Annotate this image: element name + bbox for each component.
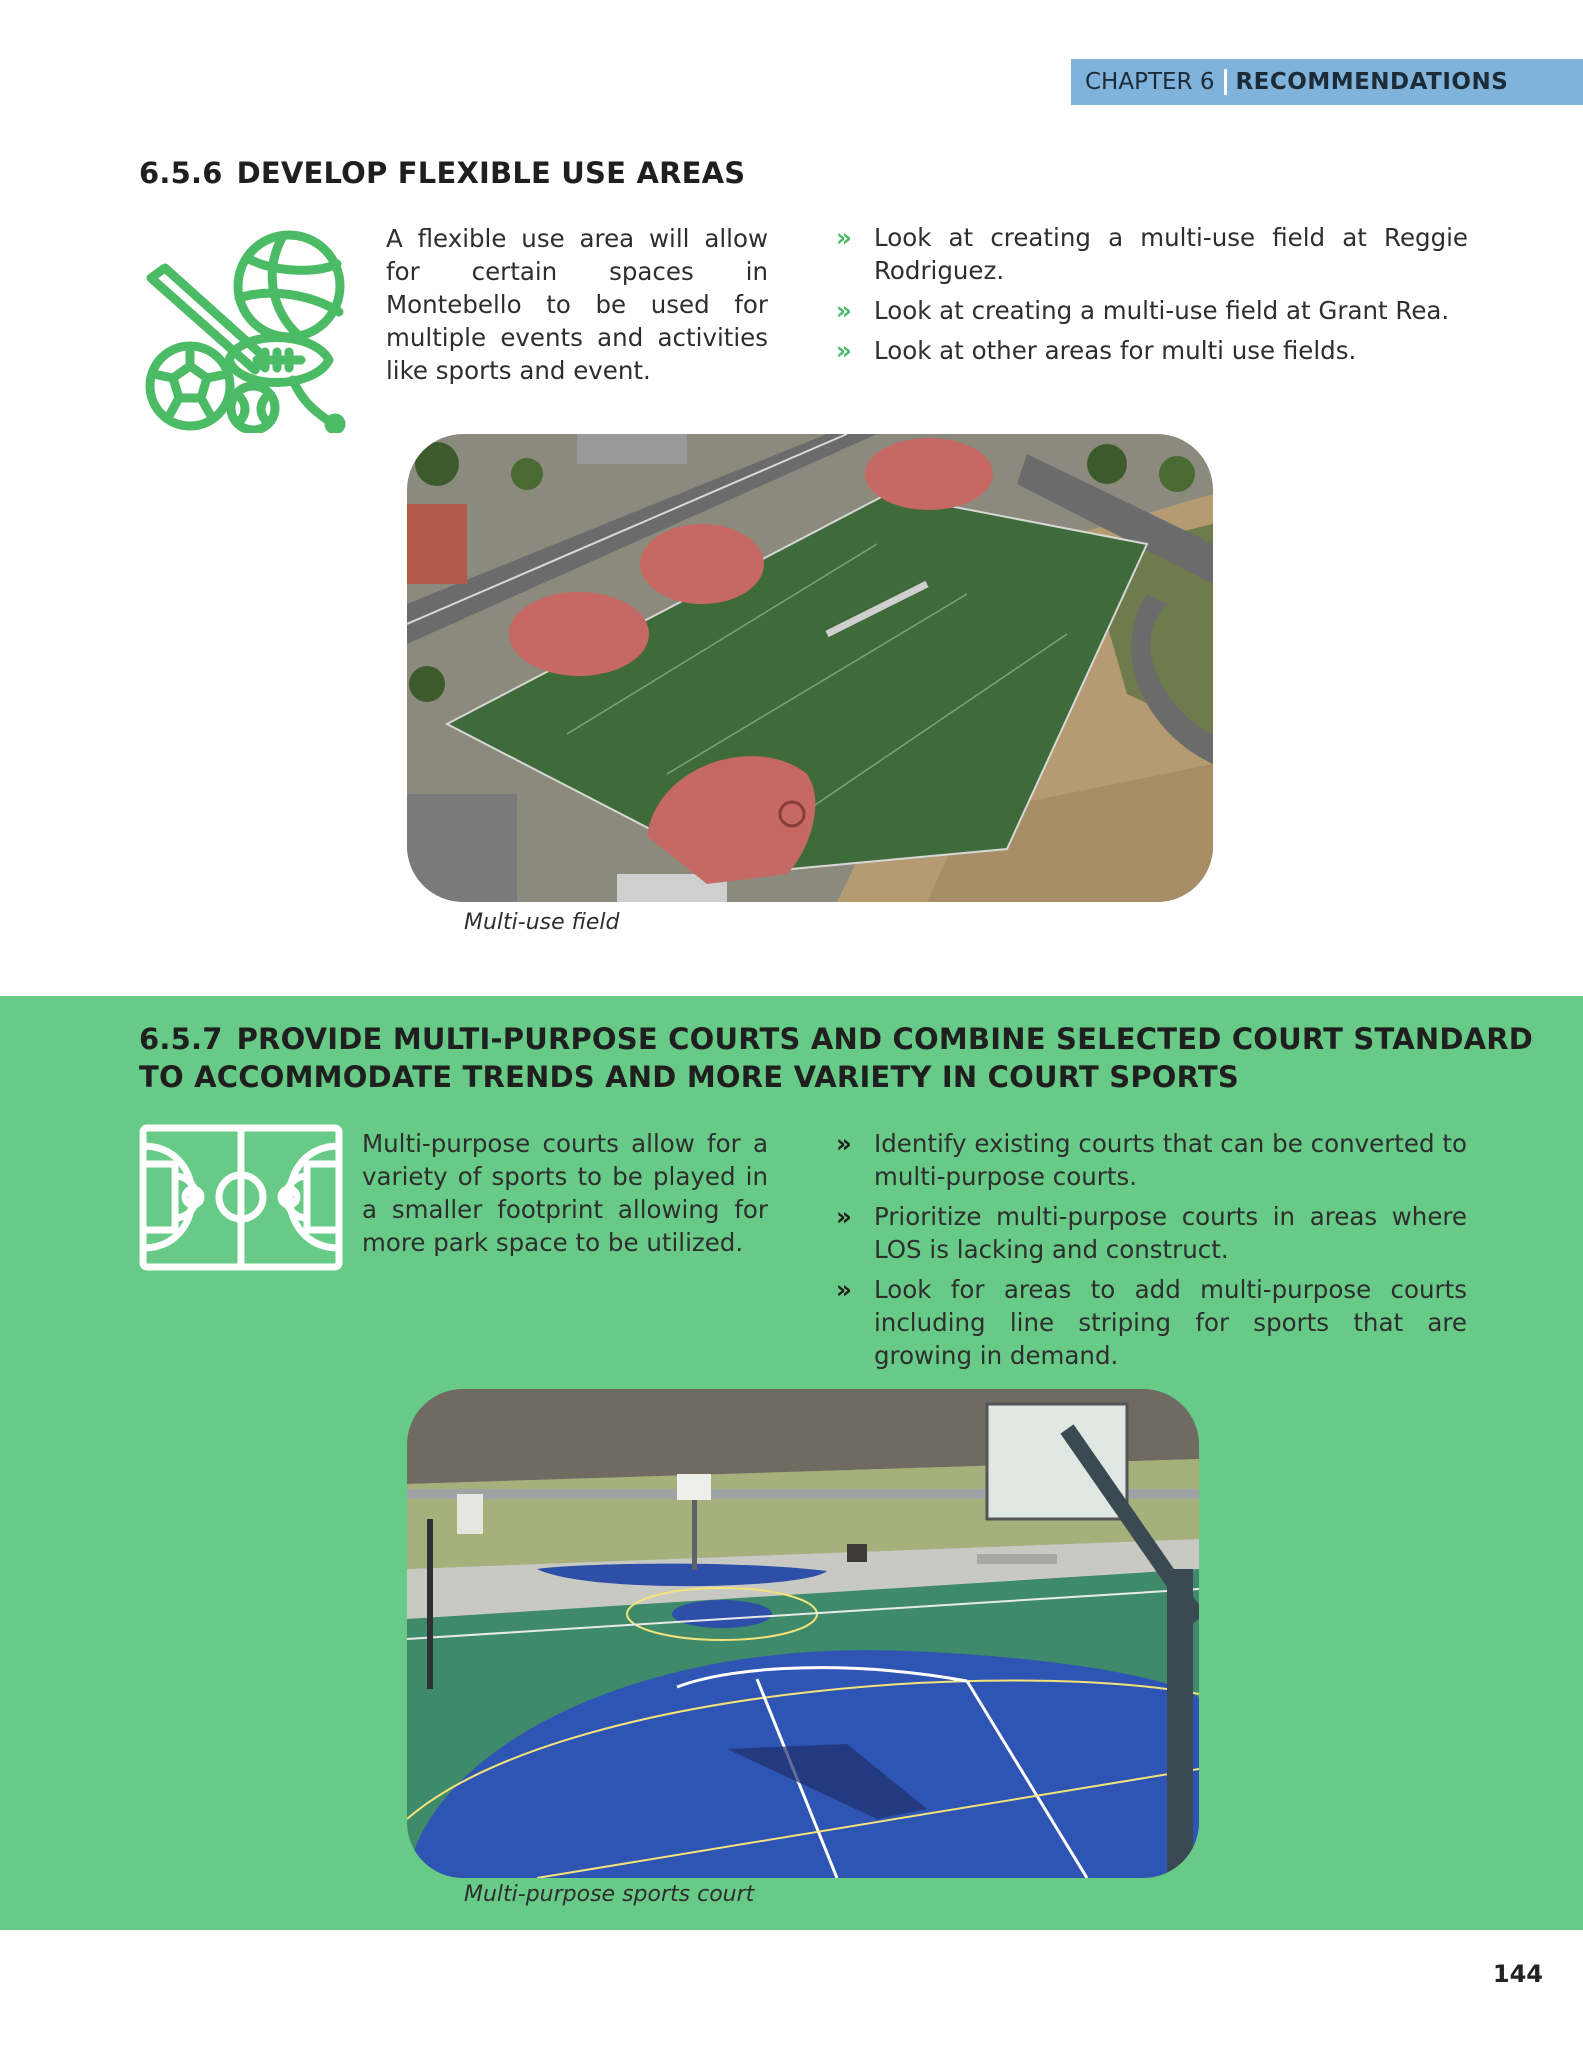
recommendation-list [836, 221, 1468, 374]
section-heading [139, 154, 745, 192]
chapter-label: CHAPTER 6 [1085, 69, 1215, 95]
court-diagram-icon [139, 1124, 343, 1271]
page-number: 144 [1492, 1960, 1543, 1988]
section-heading [139, 1020, 1533, 1096]
list-item [836, 294, 1468, 327]
bullet-mark: » [836, 1275, 852, 1304]
list-item [836, 1200, 1467, 1266]
recommendation-list [836, 1127, 1467, 1379]
section-title-line1: PROVIDE MULTI-PURPOSE COURTS AND COMBINE SELECTED COURT STANDARD [236, 1022, 1534, 1056]
bullet-mark: » [836, 296, 852, 325]
section-title: DEVELOP FLEXIBLE USE AREAS [236, 156, 746, 190]
list-item-text: Prioritize multi-purpose courts in areas where LOS is lacking and construct. [874, 1202, 1467, 1264]
multi-purpose-court-photo [407, 1389, 1199, 1878]
list-item-text: Identify existing courts that can be converted to multi-purpose courts. [874, 1129, 1467, 1191]
list-item-text: Look for areas to add multi-purpose courts including line striping for sports that are growing in demand. [874, 1275, 1467, 1370]
multi-use-field-photo [407, 434, 1213, 902]
list-item [836, 1127, 1467, 1193]
section-number: 6.5.7 [139, 1022, 223, 1056]
section-number: 6.5.6 [139, 156, 223, 190]
list-item [836, 334, 1468, 367]
chapter-title: RECOMMENDATIONS [1235, 69, 1509, 95]
chapter-header-tab [1071, 59, 1583, 105]
photo-caption: Multi-purpose sports court [464, 1882, 755, 1907]
list-item [836, 1273, 1467, 1372]
list-item [836, 221, 1468, 287]
section-title-line2: TO ACCOMMODATE TRENDS AND MORE VARIETY IN COURT SPORTS [139, 1060, 1239, 1094]
bullet-mark: » [836, 1202, 852, 1231]
bullet-mark: » [836, 336, 852, 365]
chapter-divider [1224, 69, 1227, 95]
list-item-text: Look at other areas for multi use fields. [874, 336, 1357, 365]
bullet-mark: » [836, 223, 852, 252]
list-item-text: Look at creating a multi-use field at Reggie Rodriguez. [874, 223, 1468, 285]
bullet-mark: » [836, 1129, 852, 1158]
sports-equipment-icon [143, 228, 348, 433]
list-item-text: Look at creating a multi-use field at Grant Rea. [874, 296, 1450, 325]
section-body: A flexible use area will allow for certain spaces in Montebello to be used for multiple events and activities like sports and event. [386, 224, 768, 385]
photo-caption: Multi-use field [464, 910, 620, 935]
section-body: Multi-purpose courts allow for a variety of sports to be played in a smaller footprint allowing for more park space to be utilized. [362, 1129, 768, 1257]
